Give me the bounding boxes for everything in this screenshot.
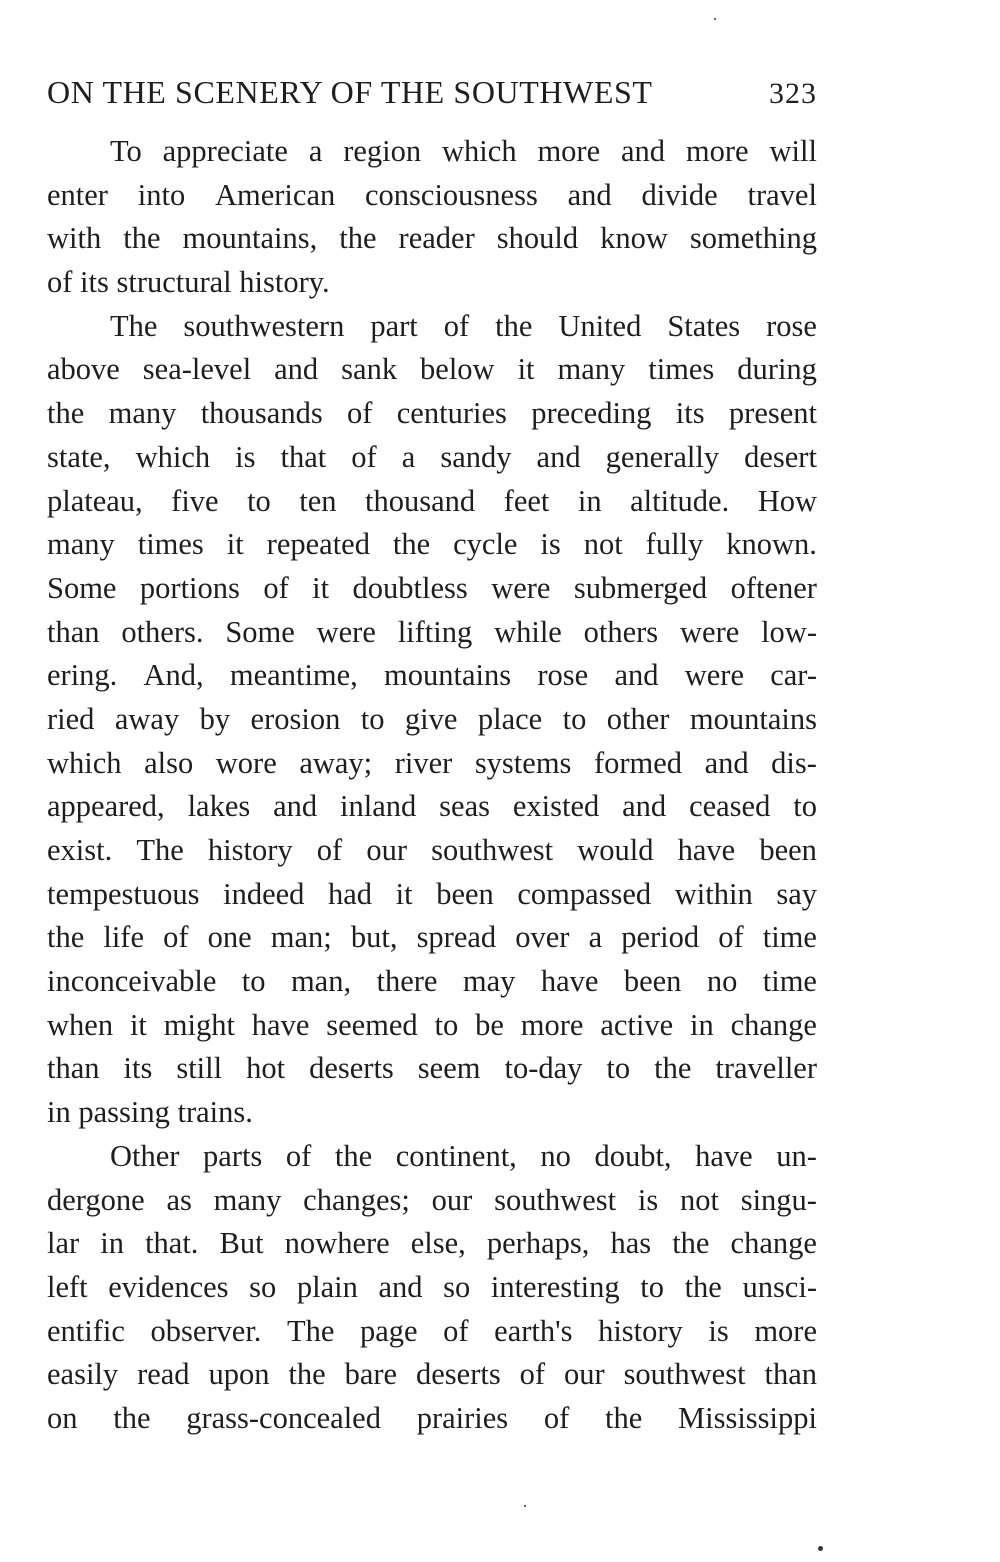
text-line: To appreciate a region which more and more will: [110, 134, 817, 168]
running-head-title: ON THE SCENERY OF THE SOUTHWEST: [47, 74, 653, 110]
text-line: which also wore away; river systems formed and dis-: [47, 745, 817, 780]
paragraph-2: [47, 305, 817, 1135]
text-line: exist. The history of our southwest would have been: [47, 833, 817, 867]
paragraph-1: [47, 130, 817, 305]
book-page: [47, 72, 817, 1441]
scan-speck: [714, 18, 716, 20]
text-line: ried away by erosion to give place to other mountains: [47, 701, 817, 736]
body-text: [47, 130, 817, 1441]
text-line: lar in that. But nowhere else, perhaps, has the change: [47, 1226, 817, 1261]
text-line: when it might have seemed to be more active in change: [47, 1007, 817, 1042]
running-head: [47, 72, 817, 114]
text-line: ering. And, meantime, mountains rose and were car-: [47, 658, 817, 693]
text-line: plateau, five to ten thousand feet in altitude. How: [47, 483, 817, 518]
text-line: many times it repeated the cycle is not fully known.: [47, 527, 817, 562]
text-line: state, which is that of a sandy and generally desert: [47, 439, 817, 474]
text-line: The southwestern part of the United States rose: [110, 308, 817, 343]
text-line: the many thousands of centuries preceding its present: [47, 396, 817, 431]
scan-speck: [524, 1505, 526, 1507]
text-line: tempestuous indeed had it been compassed within say: [47, 876, 817, 911]
text-line: left evidences so plain and so interesting to the unsci-: [47, 1269, 817, 1304]
text-line: of its structural history.: [47, 265, 330, 300]
paragraph-3: [47, 1135, 817, 1441]
text-line: Other parts of the continent, no doubt, have un-: [110, 1138, 817, 1173]
text-line: than its still hot deserts seem to-day to the traveller: [47, 1051, 817, 1086]
text-line: the life of one man; but, spread over a period of time: [47, 920, 817, 955]
text-line: above sea-level and sank below it many times during: [47, 352, 817, 387]
text-line: dergone as many changes; our southwest is not singu-: [47, 1182, 817, 1217]
text-line: inconceivable to man, there may have been no time: [47, 964, 817, 999]
text-line: entific observer. The page of earth's history is more: [47, 1313, 817, 1348]
text-line: on the grass-concealed prairies of the Mississippi: [47, 1400, 817, 1435]
text-line: easily read upon the bare deserts of our southwest than: [47, 1357, 817, 1392]
text-line: in passing trains.: [47, 1095, 253, 1130]
text-line: with the mountains, the reader should know something: [47, 221, 817, 256]
text-line: than others. Some were lifting while others were low-: [47, 614, 817, 649]
text-line: enter into American consciousness and divide travel: [47, 177, 817, 212]
text-line: Some portions of it doubtless were submerged oftener: [47, 570, 817, 605]
scan-speck: [818, 1546, 823, 1551]
text-line: appeared, lakes and inland seas existed and ceased to: [47, 789, 817, 824]
page-number: 323: [769, 77, 817, 110]
